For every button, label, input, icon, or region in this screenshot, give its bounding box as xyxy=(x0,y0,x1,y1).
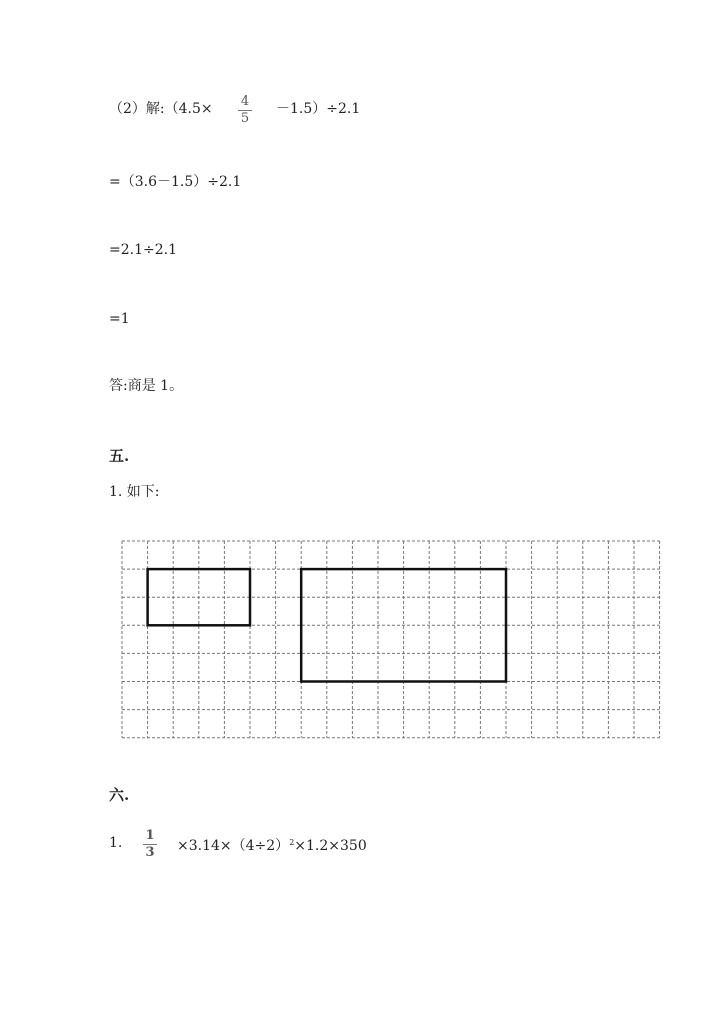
expression-tail: ×1.2×350 xyxy=(294,838,367,854)
section-5-item-1: 1. 如下: xyxy=(109,484,160,500)
fraction-numerator: 1 xyxy=(145,828,155,843)
solution-2-line xyxy=(109,100,213,118)
expression-main: ×3.14×（4÷2） xyxy=(177,838,290,854)
solution-2-prefix: （2）解:（4.5× xyxy=(109,101,213,117)
fraction-one-third xyxy=(143,829,157,860)
section-6-expression xyxy=(177,834,367,855)
section-5-heading: 五. xyxy=(109,447,130,465)
large-rectangle xyxy=(301,569,506,681)
expression-exponent: 2 xyxy=(289,838,295,847)
fraction-denominator: 5 xyxy=(240,111,250,126)
step-1: =（3.6－1.5）÷2.1 xyxy=(109,174,242,190)
fraction-numerator: 4 xyxy=(240,94,250,109)
solution-2-suffix-line xyxy=(276,100,360,118)
section-6-heading: 六. xyxy=(109,786,130,804)
small-rectangle xyxy=(148,569,250,625)
section-6-item-number: 1. xyxy=(109,835,123,851)
fraction-four-fifths xyxy=(238,95,252,126)
answer-line: 答:商是 1。 xyxy=(109,378,184,394)
step-3: =1 xyxy=(109,311,130,327)
fraction-denominator: 3 xyxy=(145,845,155,860)
grid-lines xyxy=(122,541,660,738)
step-2: =2.1÷2.1 xyxy=(109,242,177,258)
solution-2-suffix: －1.5）÷2.1 xyxy=(276,101,361,117)
